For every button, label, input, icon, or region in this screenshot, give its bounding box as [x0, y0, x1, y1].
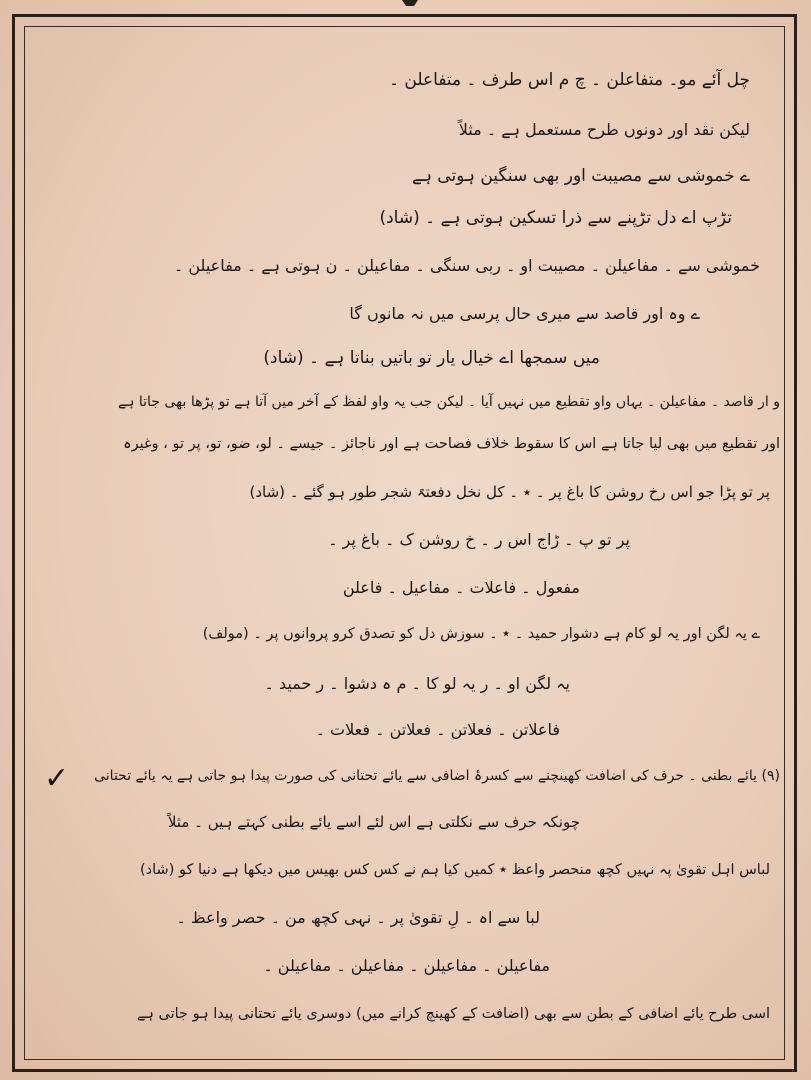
text-line: اسی طرح یائے اضافی کے بطن سے بھی (اضافت کے کھینچ کرانے میں) دوسری یائے تحتانی پیدا ہو جاتی ہے — [136, 1006, 770, 1022]
text-line: پر تو پ ۔ ڑاج اس ر ۔ خ روشن ک ۔ باغ پر ۔ — [328, 530, 630, 549]
text-line: اور تقطیع میں بھی لیا جاتا ہے اس کا سقوط خلاف فصاحت ہے اور ناجائز ۔ جیسے ۔ لو، ضو، تو، پر تو ، وغیرہ — [123, 436, 780, 452]
check-mark-icon: ✓ — [44, 761, 70, 796]
text-line: و ار قاصد ۔ مفاعیلن ۔ یہاں واو تقطیع میں نہیں آیا ۔ لیکن جب یہ واو لفظ کے آخر میں آتا ہے تو پڑھا بھی جاتا ہے — [117, 394, 780, 410]
text-body — [30, 40, 780, 1060]
text-line: تڑپ اے دل تڑپنے سے ذرا تسکین ہوتی ہے ۔ (شاد) — [379, 208, 732, 228]
text-line: ے وہ اور قاصد سے میری حال پرسی میں نہ مانوں گا — [349, 304, 700, 323]
text-line: (۹) یائے بطنی ۔ حرف کی اضافت کھینچنے سے کسرۂ اضافی سے یائے تحتانی کی صورت پیدا ہو جاتی ہے یہ یائے تحتانی — [94, 768, 780, 784]
text-line: لیکن نقد اور دونوں طرح مستعمل ہے ۔ مثلاً — [458, 120, 750, 139]
top-marker-icon — [402, 0, 418, 14]
text-line: ے خموشی سے مصیبت اور بھی سنگین ہوتی ہے — [411, 166, 750, 186]
text-line: پر تو پڑا جو اس رخ روشن کا باغ پر ۔ ٭ ۔ کل نخل دفعتہً شجر طور ہو گئے ۔ (شاد) — [249, 483, 770, 501]
text-line: فاعلاتن ۔ فعلاتن ۔ فعلاتن ۔ فعلات ۔ — [315, 720, 560, 739]
text-line: ے یہ لگن اور یہ لو کام ہے دشوار حمید ۔ ٭ ۔ سوزش دل کو تصدق کرو پروانوں پر ۔ (مولف) — [202, 626, 760, 642]
text-line: چونکہ حرف سے نکلتی ہے اس لئے اسے یائے بطنی کہتے ہیں ۔ مثلاً — [167, 813, 580, 831]
text-line: یہ لگن او ۔ ر یہ لو کا ۔ م ہ دشوا ۔ ر حمید ۔ — [264, 674, 570, 693]
text-line: مفاعیلن ۔ مفاعیلن ۔ مفاعیلن ۔ مفاعیلن ۔ — [263, 956, 550, 975]
text-line: میں سمجھا اے خیال یار تو باتیں بناتا ہے ۔ (شاد) — [263, 348, 600, 368]
text-line: خموشی سے ۔ مفاعیلن ۔ مصیبت او ۔ ربی سنگی ۔ مفاعیلن ۔ ن ہوتی ہے ۔ مفاعیلن ۔ — [173, 256, 760, 275]
text-line: مفعول ۔ فاعلات ۔ مفاعیل ۔ فاعلن — [342, 578, 580, 597]
text-line: لبا سے اہ ۔ لِ تقویٰ پر ۔ نہی کچھ من ۔ حصر واعظ ۔ — [176, 908, 540, 927]
text-line: لباس اہل تقویٰ پہ نہیں کچھ منحصر واعظ ٭ کمیں کیا ہم نے کس کس بھیس میں دیکھا ہے دنیا کو (شاد) — [140, 862, 770, 878]
text-line: چل آئے مو۔ متفاعلن ۔ چ م اس طرف ۔ متفاعلن ۔ — [389, 70, 750, 90]
